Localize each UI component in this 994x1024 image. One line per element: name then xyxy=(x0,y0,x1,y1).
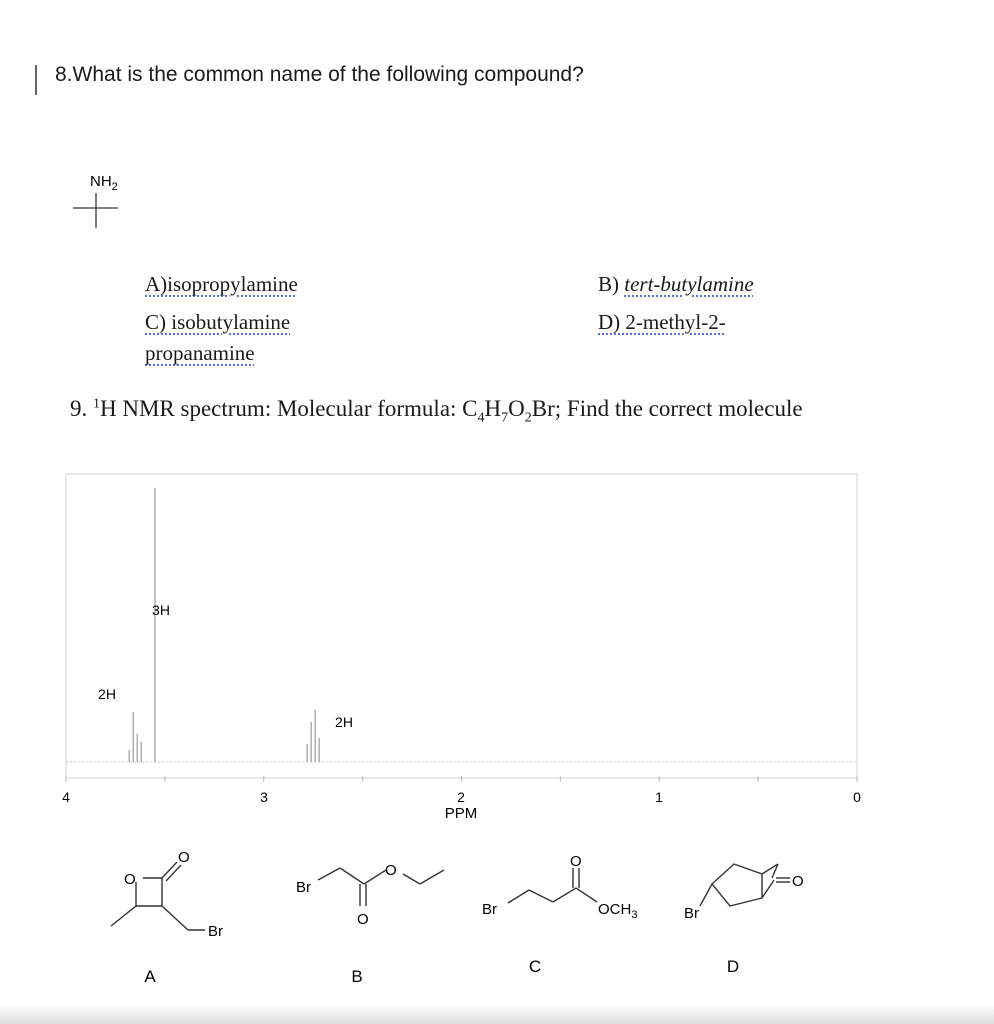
c-carbonyl-oxygen: O xyxy=(570,853,582,870)
option-c[interactable]: C) isobutylamine xyxy=(145,310,291,334)
integration-label-2h-a: 2H xyxy=(98,686,116,702)
a-ring-oxygen: O xyxy=(124,871,136,888)
a-bromine: Br xyxy=(208,923,223,940)
option-a[interactable]: A)isopropylamine xyxy=(145,272,298,296)
q8-structure xyxy=(60,160,150,240)
b-bromine: Br xyxy=(296,879,311,896)
c-label: C xyxy=(528,957,542,976)
option-b[interactable]: B) tert-butylamine xyxy=(598,272,754,296)
d-bromine: Br xyxy=(684,905,699,922)
question-9-prompt: 9. $^1$H NMR spectrum: Molecular formula: $C_4H_7O_2Br$; Find the correct molecule xyxy=(70,396,803,426)
x-axis-label: PPM xyxy=(444,805,478,822)
plot-frame xyxy=(66,474,857,778)
molecule-c[interactable] xyxy=(482,853,637,976)
option-d[interactable]: D) 2-methyl-2- xyxy=(598,310,726,334)
integration-label-3h: 3H xyxy=(152,602,170,618)
tick-label-4: 4 xyxy=(62,789,70,805)
nmr-spectrum xyxy=(0,460,994,830)
x-axis-ticks xyxy=(66,776,857,782)
question-8-prompt: 8.What is the common name of the following compound? xyxy=(55,63,584,86)
d-oxygen: O xyxy=(792,873,804,890)
d-label: D xyxy=(726,957,740,976)
option-d-continued: propanamine xyxy=(145,341,255,365)
answer-molecules xyxy=(0,840,994,1000)
text-cursor xyxy=(35,65,37,95)
b-label: B xyxy=(351,967,363,986)
peaks xyxy=(129,488,319,762)
a-label: A xyxy=(144,967,156,986)
tick-label-3: 3 xyxy=(260,789,268,805)
a-carbonyl-oxygen: O xyxy=(178,849,190,866)
b-carbonyl-oxygen: O xyxy=(357,911,369,928)
page-bottom-edge xyxy=(0,1005,994,1024)
molecule-d[interactable] xyxy=(684,864,804,976)
nh2-label: $NH_2$ xyxy=(90,173,118,193)
c-methoxy: $OCH_3$ xyxy=(598,901,638,921)
tick-label-0: 0 xyxy=(853,789,861,805)
molecule-a[interactable] xyxy=(111,849,223,986)
c-bromine: Br xyxy=(482,901,497,918)
b-ester-oxygen: O xyxy=(385,862,397,879)
tick-label-1: 1 xyxy=(655,789,663,805)
integration-label-2h-b: 2H xyxy=(335,714,353,730)
molecule-b[interactable] xyxy=(296,862,444,986)
tick-label-2: 2 xyxy=(457,789,465,805)
